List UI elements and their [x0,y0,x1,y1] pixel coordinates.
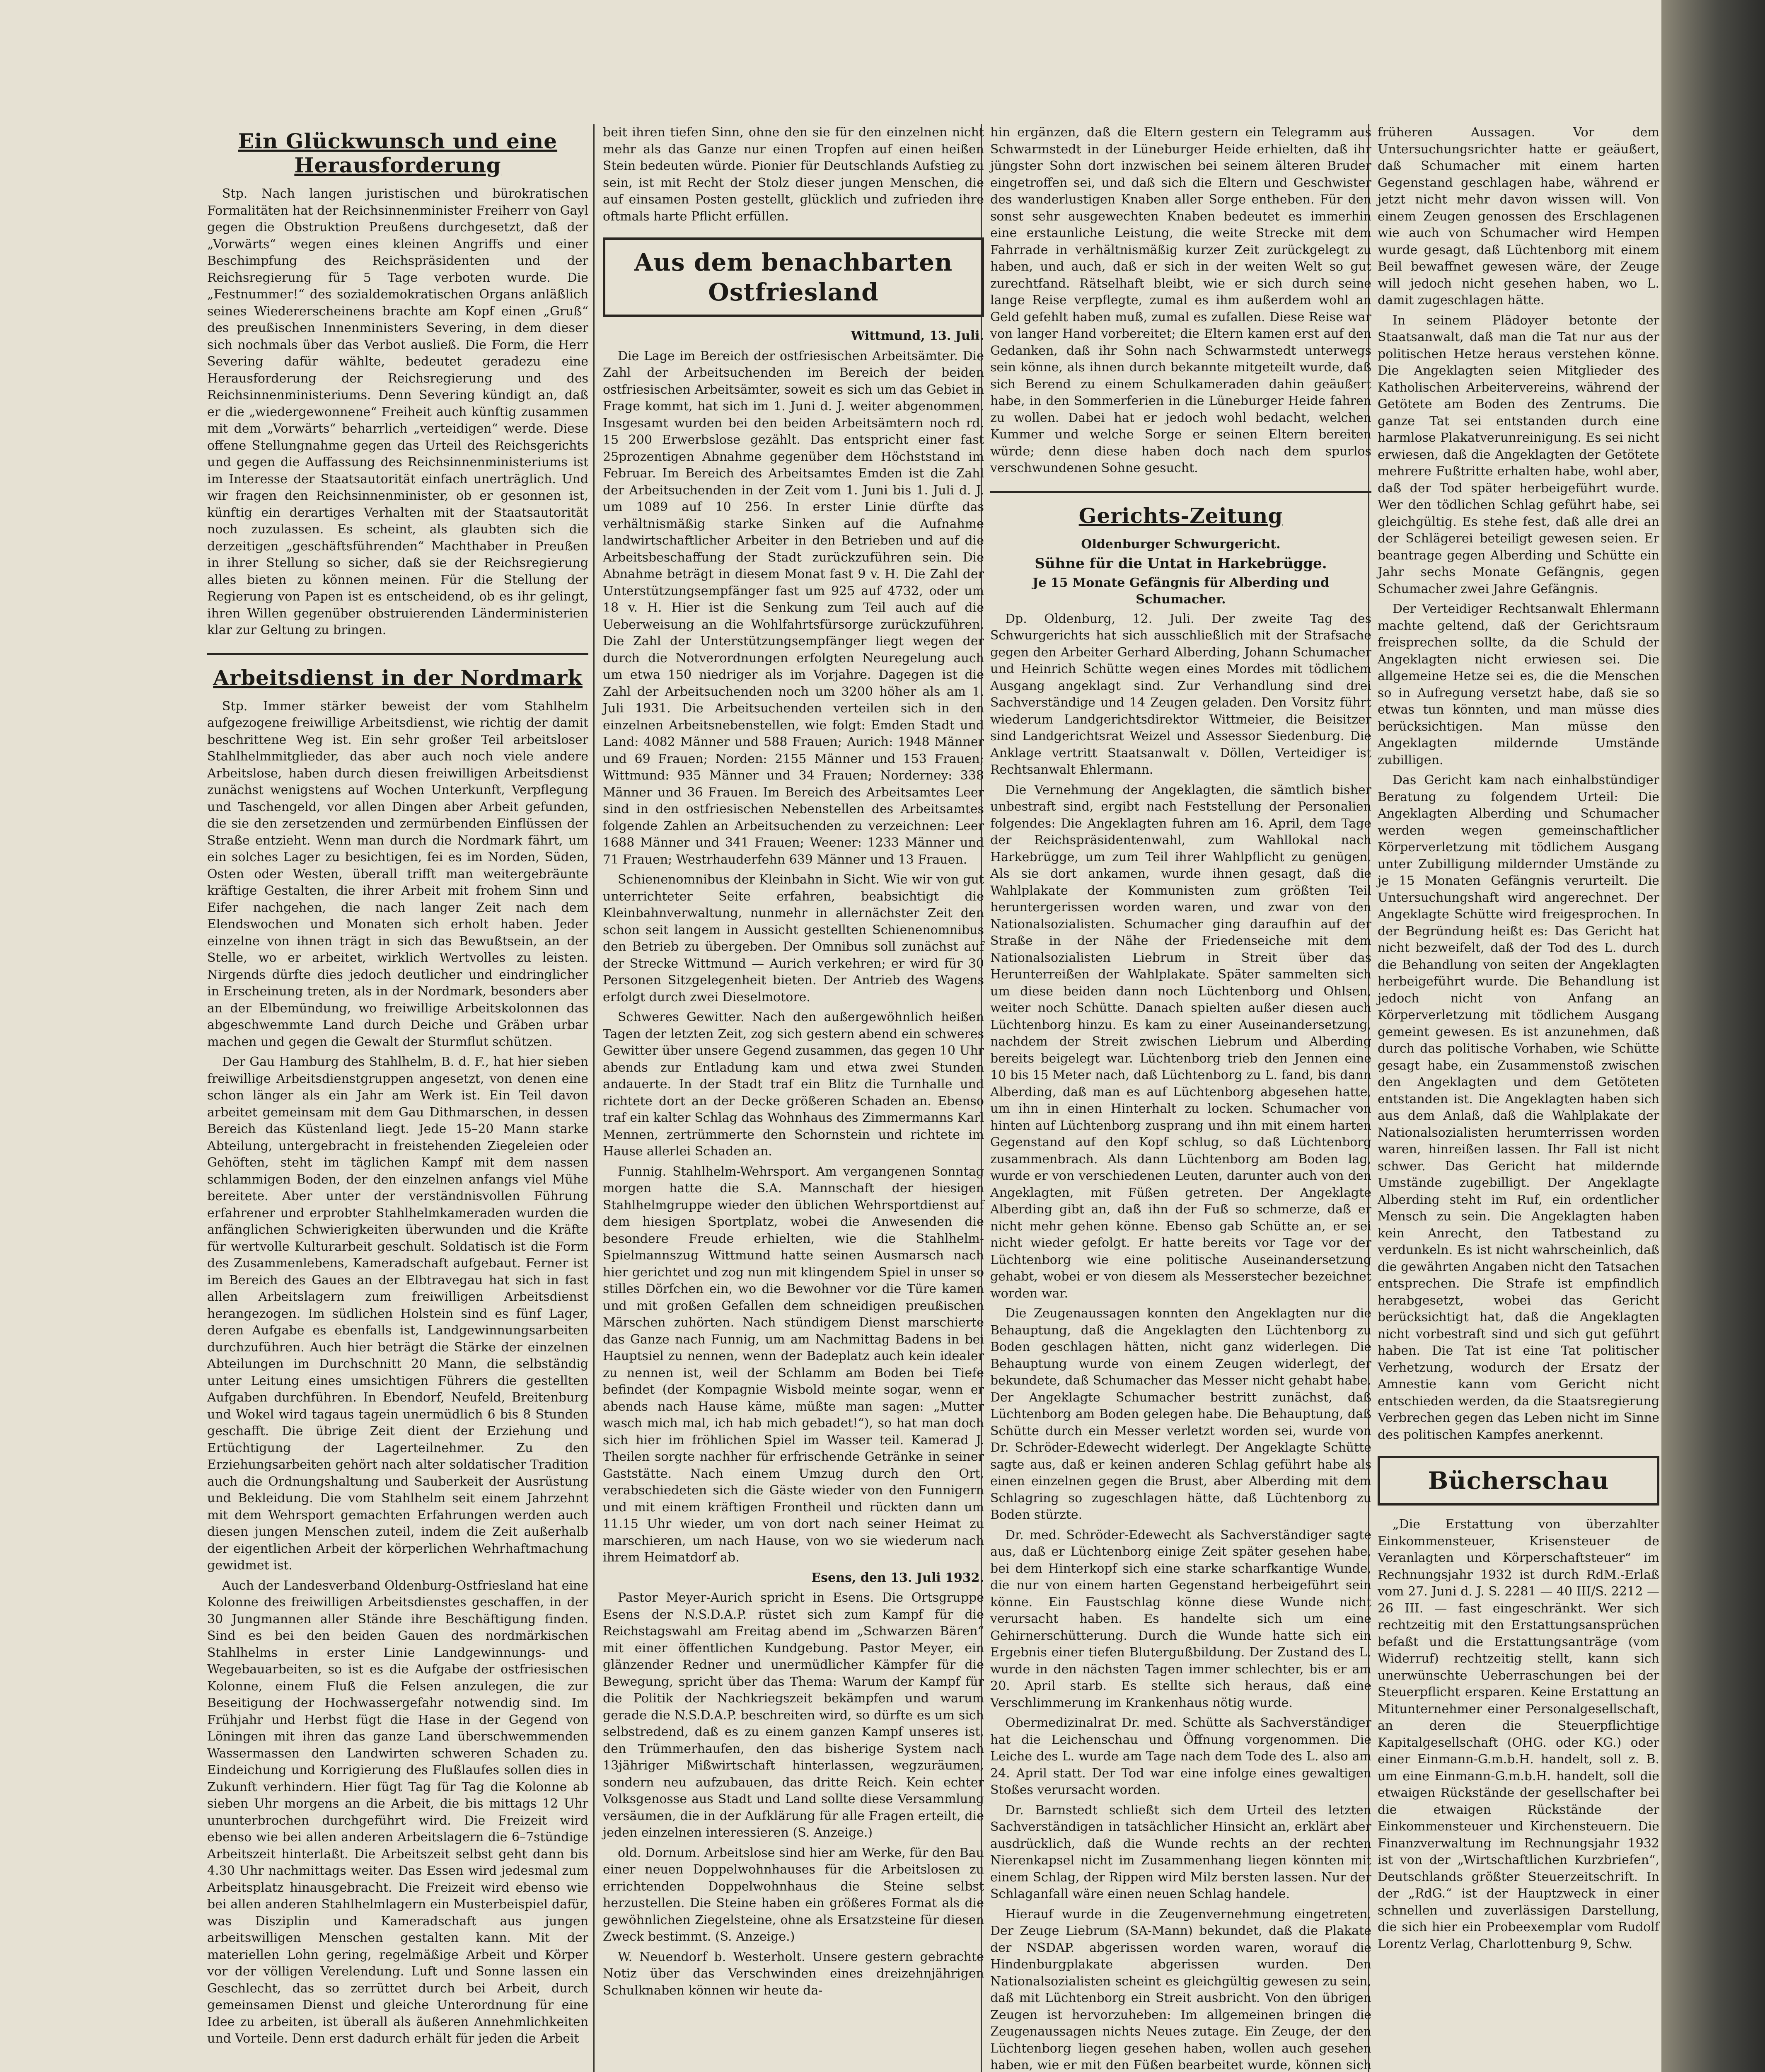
section-header-box [1378,1456,1659,1506]
article-paragraph: beit ihren tiefen Sinn, ohne den sie für den einzelnen nicht mehr als das Ganze nur einen Tropfen auf einen heißen Stein bedeuten würde. Pionier für Deutschlands Aufstieg zu sein, ist mit Recht der Stolz dieser jungen Menschen, die auf einsamen Posten gestellt, glücklich und zufrieden ihre oftmals harte Pflicht erfüllen. [603,125,984,224]
news-item: W. Neuendorf b. Westerholt. Unsere gestern gebrachte Notiz über das Verschwinden eines dreizehnjährigen Schulknaben können wir heute da- [603,1949,984,1998]
article-paragraph: Dr. Barnstedt schließt sich dem Urteil des letzten Sachverständigen in tatsächlicher Hinsicht an, erklärt aber ausdrücklich, daß die Wunde rechts an der rechten Nierenkapsel nicht im Zusammenhang liegen könnten mit einem Schlag, der Rippen wird Milz bersten lassen. Nur der Schlaganfall wäre einen neuen Schlag handele. [990,1803,1371,1901]
section-header-box [603,237,984,317]
dateline: Wittmund, 13. Juli. [851,329,984,343]
column-2 [603,124,984,2002]
article-paragraph: Die Vernehmung der Angeklagten, die sämtlich bisher unbestraft sind, ergibt nach Feststellung der Personalien folgendes: Die Angeklagten fuhren am 16. April, dem Tage der Reichspräsidentenwahl, zum Wahllokal nach Harkebrügge, um zum Teil ihrer Wahlpflicht zu genügen. Als sie dort ankamen, wurde ihnen gesagt, daß die Wahlplakate der Kommunisten zum größten Teil heruntergerissen worden waren, und zwar von den Nationalsozialisten. Schumacher ging daraufhin auf der Straße in der Nähe der Friedenseiche mit dem Nationalsozialisten Liebrum in Streit über das Herunterreißen der Wahlplakate. Später sammelten sich um diese beiden dann noch Lüchtenborg und Ohlsen, weiter noch Schütte. Danach spielten außer diesen auch Lüchtenborg hinzu. Es kam zu einer Auseinandersetzung, nachdem der Streit zwischen Liebrum und Alberding bereits beigelegt war. Lüchtenborg trieb den Jennen eine 10 bis 15 Meter nach, daß Lüchtenborg zu L. fand, bis dann Alberding, daß man es auf Lüchtenborg abgesehen hatte, um ihn in einen Hinterhalt zu locken. Schumacher von hinten auf Lüchtenborg zusprang und ihn mit einem harten Gegenstand auf den Kopf schlug, so daß Lüchtenborg zusammenbrach. Als dann Lüchtenborg am Boden lag, wurde er von verschiedenen Leuten, darunter auch von den Angeklagten, mit Füßen getreten. Der Angeklagte Alberding gibt an, daß ihn der Fuß so schmerze, daß er nicht mehr gehen könne. Ebenso gab Schütte an, er sei nicht wieder gefolgt. Er hatte bereits vor Tage vor der Lüchtenborg wie eine politische Auseinandersetzung gehabt, wobei er von diesem als Messerstecher bezeichnet worden war. [990,782,1371,1301]
article-paragraph: Obermedizinalrat Dr. med. Schütte als Sachverständiger hat die Leichenschau und Öffnung vorgenommen. Die Leiche des L. wurde am Tage nach dem Tode des L. also am 24. April statt. Der Tod war eine infolge eines gewaltigen Stoßes verursacht worden. [990,1716,1371,1797]
news-item: Schienenomnibus der Kleinbahn in Sicht. Wie wir von gut unterrichteter Seite erfahren, beabsichtigt die Kleinbahnverwaltung, nunmehr in allernächster Zeit den schon seit langem in Aussicht gestellten Schienenomnibus den Betrieb zu übergeben. Der Omnibus soll zunächst auf der Strecke Wittmund — Aurich verkehren; er wird für 30 Personen Sitzgelegenheit bieten. Der Antrieb des Wagens erfolgt durch zwei Dieselmotore. [603,872,984,1005]
article-paragraph: Dp. Oldenburg, 12. Juli. Der zweite Tag des Schwurgerichts hat sich ausschließlich mit der Strafsache gegen den Arbeiter Gerhard Alberding, Johann Schumacher und Heinrich Schütte wegen eines Mordes mit tödlichem Ausgang angeklagt sind. Zur Verhandlung sind drei Sachverständige und 14 Zeugen geladen. Den Vorsitz führt wiederum Landgerichtsdirektor Wittmeier, die Beisitzer sind Landgerichtsrat Weizel und Assessor Siedenburg. Die Anklage vertritt Staatsanwalt v. Döllen, Verteidiger ist Rechtsanwalt Ehlermann. [990,611,1371,777]
article-divider [990,491,1371,493]
news-item: Die Lage im Bereich der ostfriesischen Arbeitsämter. Die Zahl der Arbeitsuchenden im Bereich der beiden ostfriesischen Arbeitsämter, soweit es sich um das Gebiet in Frage kommt, hat sich im 1. Juni d. J. weiter abgenommen. Insgesamt wurden bei den beiden Arbeitsämtern noch rd. 15 200 Erwerbslose gezählt. Das entspricht einer fast 25prozentigen Abnahme gegenüber dem Höchststand im Februar. Im Bereich des Arbeitsamtes Emden ist die Zahl der Arbeitsuchenden in der Zeit vom 1. Juni bis 1. Juli d. J. um 1089 auf 10 256. In erster Linie dürfte das verhältnismäßig starke Sinken auf die Aufnahme landwirtschaftlicher Arbeiter in den Betrieben und auf die Arbeitsbeschaffung der Stadt zurückzuführen sein. Die Abnahme beträgt in diesem Monat fast 9 v. H. Die Zahl der Unterstützungsempfänger fast um 925 auf 4732, oder um 18 v. H. Hier ist die Senkung zum Teil auch auf die Ueberweisung an die Wohlfahrtsfürsorge zurückzuführen. Die Zahl der Unterstützungsempfänger liegt wegen der durch die Notverordnungen erfolgten Neuregelung auch um etwa 150 niedriger als im Vorjahre. Dagegen ist die Zahl der Arbeitsuchenden noch um 3200 höher als am 1. Juli 1931. Die Arbeitsuchenden verteilen sich in den einzelnen Arbeitsnebenstellen, wie folgt: Emden Stadt und Land: 4082 Männer und 588 Frauen; Aurich: 1948 Männer und 69 Frauen; Norden: 2155 Männer und 153 Frauen; Wittmund: 935 Männer und 34 Frauen; Norderney: 338 Männer und 36 Frauen. Im Bereich des Arbeitsamtes Leer sind in den ostfriesischen Nebenstellen des Arbeitsamtes folgende Zahlen an Arbeitsuchenden zu verzeichnen: Leer 1688 Männer und 341 Frauen; Weener: 1233 Männer und 71 Frauen; Westrhauderfehn 639 Männer und 13 Frauen. [603,349,984,867]
news-item: Funnig. Stahlhelm-Wehrsport. Am vergangenen Sonntag morgen hatte die S.A. Mannschaft der hiesigen Stahlhelmgruppe wieder den üblichen Wehrsportdienst auf dem hiesigen Sportplatz, wobei die Anwesenden die besondere Freude erhielten, wie die Stahlhelm-Spielmannszug Wittmund hatte seinen Ausmarsch nach hier gerichtet und zog nun mit klingendem Spiel in unser so stilles Dörfchen ein, wo die Bewohner vor die Türe kamen und mit großen Gefallen dem schneidigen preußischen Märschen zuhörten. Nach stündigem Dienst marschierte das Ganze nach Funnig, um am Nachmittag Badens in bei Hauptsiel zu nennen, wenn der Badeplatz auch kein idealer zu nennen ist, weil der Schlamm am Boden bei Tiefe befindet (der Kompagnie Wisbold meinte sogar, wenn er abends nach Hause käme, müßte man sagen: „Mutter wasch mich mal, ich hab mich gebadet!“), so hat man doch sich hier im fröhlichen Spiel im Wasser teil. Kamerad J. Theilen sorgte nachher für erfrischende Getränke in seiner Gaststätte. Nach einem Umzug durch den Ort, verabschiedeten sich die Gäste wieder von den Funnigern und mit einem kräftigen Frontheil und rückten dann um 11.15 Uhr wieder, um von dort nach seiner Heimat zu marschieren, um nach Hause, von wo sie wiederum nach ihrem Heimatdorf ab. [603,1164,984,1565]
article-paragraph: früheren Aussagen. Vor dem Untersuchungsrichter hatte er geäußert, daß Schumacher mit einem harten Gegenstand geschlagen habe, während er jetzt nicht mehr davon wissen will. Von einem Zeugen genossen des Erschlagenen wie auch von Schumacher wird Hempen wurde gesagt, daß Lüchtenborg mit einem Beil bewaffnet gewesen wäre, der Zeuge will jedoch nicht gesehen haben, wo L. damit zugeschlagen hätte. [1378,125,1659,307]
column-3 [990,124,1371,2072]
article-paragraph: Auch der Landesverband Oldenburg-Ostfriesland hat eine Kolonne des freiwilligen Arbeitsdienstes geschaffen, in der 30 Jungmannen aller Stände ihre Beschäftigung finden. Sind es bei den beiden Gauen des nordmärkischen Stahlhelms in erster Linie Landgewinnungs- und Wegebauarbeiten, so ist es die Aufgabe der ostfriesischen Kolonne, einem Fluß die Felsen anzulegen, die zur Beseitigung der Hochwassergefahr notwendig sind. Im Frühjahr und Herbst fügt die Hase in der Gegend von Löningen mit ihren das ganze Land überschwemmenden Wassermassen den Landwirten schweren Schaden zu. Eindeichung und Korrigierung des Flußlaufes sollen dies in Zukunft verhindern. Hier fügt Tag für Tag die Kolonne ab sieben Uhr morgens an die Arbeit, die bis mittags 12 Uhr ununterbrochen durchgeführt wird. Die Freizeit wird ebenso wie bei allen anderen Arbeitslagern die 6–7stündige Arbeitszeit hinterlaßt. Die Arbeitszeit selbst geht dann bis 4.30 Uhr nachmittags weiter. Das Essen wird jedesmal zum Arbeitsplatz hinausgebracht. Die Freizeit wird ebenso wie bei allen anderen Stahlhelmlagern ein Musterbeispiel dafür, was Disziplin und Kameradschaft aus jungen arbeitswilligen Menschen gestalten kann. Mit der materiellen Lohn gering, regelmäßige Arbeit und Körper vor der völligen Verelendung. Luft und Sonne lassen ein Geschlecht, das so zerrüttet durch bei Arbeit, durch gemeinsamen Dienst und gleiche Unterordnung für eine Idee zu arbeiten, ist überall als äußeren Annehmlichkeiten und Vorteile. Denn erst dadurch erhält für jeden die Arbeit [207,1578,588,2046]
news-item: old. Dornum. Arbeitslose sind hier am Werke, für den Bau einer neuen Doppelwohnhauses für die Arbeitslosen zu errichtenden Doppelwohnhaus die Steine selbst herzustellen. Die Steine haben ein größeres Format als die gewöhnlichen Ziegelsteine, ohne als Ersatzsteine für diesen Zweck bestimmt. (S. Anzeige.) [603,1845,984,1944]
article-paragraph: hin ergänzen, daß die Eltern gestern ein Telegramm aus Schwarmstedt in der Lüneburger Heide erhielten, daß ihr jüngster Sohn dort inzwischen bei seinem älteren Bruder eingetroffen sei, und daß sich die Eltern und Geschwister des wanderlustigen Knaben aller Sorge entheben. Für den sonst sehr ausgewechten Knaben bedeutet es immerhin eine erstaunliche Leistung, die weite Strecke mit dem Fahrrade in verhältnismäßig kurzer Zeit zurückgelegt zu haben, und auch, daß er sich in der weiten Welt so gut zurechtfand. Rätselhaft bleibt, wie er sich durch seine lange Reise verpflegte, zumal es ihm außerdem wohl an Geld gefehlt haben muß, zumal es zufallen. Diese Reise war von langer Hand vorbereitet; die Eltern kamen erst auf den Gedanken, daß ihr Sohn nach Schwarmstedt unterwegs sein könne, als ihnen durch bekannte mitgeteilt wurde, daß sich Berend zu einem Schulkameraden dahin geäußert habe, in den Sommerferien in die Lüneburger Heide fahren zu wollen. Dabei hat er jedoch wohl bedacht, welchen Kummer und welche Sorge er seinen Eltern bereiten würde; denn diese haben doch nach dem spurlos verschwundenen Sohne gesucht. [990,125,1371,475]
subheading: Je 15 Monate Gefängnis für Alberding und Schumacher. [1032,575,1329,607]
subheading: Sühne für die Untat in Harkebrügge. [1035,555,1327,572]
subheading: Oldenburger Schwurgericht. [1081,537,1281,552]
headline-arbeitsdienst: Arbeitsdienst in der Nordmark [213,665,583,690]
news-item: Schweres Gewitter. Nach den außergewöhnlich heißen Tagen der letzten Zeit, zog sich gestern abend ein schweres Gewitter über unsere Gegend zusammen, das gegen 10 Uhr abends zur Entladung kam und etwa zwei Stunden andauerte. In der Stadt traf ein Blitz die Turnhalle und richtete dort an der Decke größeren Schaden an. Ebenso traf ein kalter Schlag das Wohnhaus des Zimmermanns Karl Mennen, zertrümmerte den Schornstein und richtete im Hause allerlei Schaden an. [603,1010,984,1159]
section-title-ostfriesland: Aus dem benachbarten Ostfriesland [634,248,953,306]
article-paragraph: Das Gericht kam nach einhalbstündiger Beratung zu folgendem Urteil: Die Angeklagten Alberding und Schumacher werden wegen gemeinschaftlicher Körperverletzung mit tödlichem Ausgang unter Zubilligung mildernder Umstände zu je 15 Monaten Gefängnis verurteilt. Die Untersuchungshaft wird angerechnet. Der Angeklagte Schütte wird freigesprochen. In der Begründung heißt es: Das Gericht hat nicht bezweifelt, daß der Tod des L. durch die Behandlung von seiten der Angeklagten herbeigeführt wurde. Die Behandlung ist jedoch nicht von Anfang an Körperverletzung mit tödlichem Ausgang gemeint gewesen. Es ist anzunehmen, daß durch das politische Vorhaben, wie Schütte gesagt habe, ein Zusammenstoß zwischen den Angeklagten und dem Getöteten entstanden ist. Die Angeklagten haben sich aus dem Anlaß, daß die Wahlplakate der Nationalsozialisten herumterrissen worden waren, hinreißen lassen. Ihr Fall ist nicht schwer. Das Gericht hat mildernde Umstände zugebilligt. Der Angeklagte Alberding steht im Ruf, ein ordentlicher Mensch zu sein. Die Angeklagten haben kein Anrecht, den Tatbestand zu verdunkeln. Es ist nicht wahrscheinlich, daß die gewährten Angaben nicht den Tatsachen entsprechen. Die Strafe ist empfindlich herabgesetzt, wobei das Gericht berücksichtigt hat, daß die Angeklagten nicht vorbestraft sind und sich gut geführt haben. Die Tat ist eine Tat politischer Verhetzung, wodurch der Ersatz der Amnestie kann vom Gericht nicht entschieden werden, da die Staatsregierung Verbrechen gegen das Leben nicht im Sinne des politischen Kampfes anerkennt. [1378,773,1659,1442]
section-title-buecherschau: Bücherschau [1428,1467,1609,1495]
article-paragraph: „Die Erstattung von überzahlter Einkommensteuer, Krisensteuer de Veranlagten und Körperschaftsteuer“ im Rechnungsjahr 1932 ist durch RdM.-Erlaß vom 27. Juni d. J. S. 2281 — 40 III/S. 2212 — 26 III. — fast eingeschränkt. Wer sich rechtzeitig mit den Erstattungsansprüchen befaßt und die Erstattungsanträge (vom Widerruf) rechtzeitig stellt, kann sich unerwünschte Ueberraschungen bei der Steuerpflicht ersparen. Keine Erstattung an Mitunternehmer einer Personalgesellschaft, an deren die Steuerpflichtige Kapitalgesellschaft (OHG. oder KG.) oder einer Einmann-G.m.b.H. handelt, soll z. B. um eine Einmann-G.m.b.H. handelt, soll die etwaigen Rückstände der gesellschafter bei die etwaigen Rückstände der Einkommensteuer und Kirchensteuern. Die Finanzverwaltung im Rechnungsjahr 1932 ist von der „Wirtschaftlichen Kurzbriefen“, Deutschlands größter Steuerzeitschrift. In der „RdG.“ ist der Hauptzweck in einer schnellen und zuverlässigen Darstellung, die sich hier ein Probeexemplar vom Rudolf Lorentz Verlag, Charlottenburg 9, Schw. [1378,1517,1659,1951]
article-paragraph: Hierauf wurde in die Zeugenvernehmung eingetreten. Der Zeuge Liebrum (SA-Mann) bekundet, daß die Plakate der NSDAP. abgerissen worden waren, worauf die Hindenburgplakate abgerissen wurden. Den Nationalsozialisten scheint es gleichgültig gewesen zu sein, daß mit Lüchtenborg ein Streit ausbricht. Von den übrigen Zeugen ist hervorzuheben: Im allgemeinen bringen die Zeugenaussagen nichts Neues zutage. Ein Zeuge, der den Lüchtenborg liegen gesehen haben, wollen auch gesehen haben, wie er mit den Füßen bearbeitet wurde, können sich [990,1907,1371,2072]
article-paragraph: Stp. Immer stärker beweist der vom Stahlhelm aufgezogene freiwillige Arbeitsdienst, wie richtig der damit beschrittene Weg ist. Ein sehr großer Teil arbeitsloser Stahlhelmmitglieder, das aber auch noch viele andere Arbeitslose, haben durch diesen freiwilligen Arbeitsdienst zunächst wenigstens auf Wochen Unterkunft, Verpflegung und Taschengeld, vor allen Dingen aber Arbeit gefunden, die sie den zersetzenden und zermürbenden Einflüssen der Straße entzieht. Wenn man durch die Nordmark fährt, um ein solches Lager zu besichtigen, fei es im Norden, Süden, Osten oder Westen, überall trifft man weitergebräunte kräftige Gestalten, die ihrer Arbeit mit frohem Sinn und Eifer nachgehen, die nach langer Zeit nach dem Elendswochen und Monaten sich erholt haben. Jeder einzelne von ihnen trägt in sich das Bewußtsein, an der Stelle, wo er arbeitet, wirklich Wertvolles zu leisten. Nirgends dürfte dies jedoch deutlicher und eindringlicher in Erscheinung treten, als in der Nordmark, besonders aber an der Elbemündung, wo freiwillige Arbeitskolonnen das abgeschwemmte Land durch Deiche und Gräben urbar machen und gegen die Gewalt der Sturmflut schützen. [207,699,588,1049]
column-4 [1378,124,1659,1956]
scan-edge [1661,0,1765,2072]
section-title-gerichts-zeitung: Gerichts-Zeitung [1078,503,1283,528]
article-paragraph: Stp. Nach langen juristischen und bürokratischen Formalitäten hat der Reichsinnenminister Freiherr von Gayl gegen die Obstruktion Preußens durchgesetzt, daß der „Vorwärts“ wegen eines kleinen Angriffs und einer Beschimpfung des Reichspräsidenten und der Reichsregierung für 5 Tage verboten wurde. Die „Festnummer!“ des sozialdemokratischen Organs anläßlich seines Wiedererscheinens brachte am Kopf einen „Gruß“ des preußischen Innenministers Severing, in dem dieser sich nochmals über das Verbot ausließ. Die Form, die Herr Severing dafür wählte, bedeutet geradezu eine Herausforderung der Reichsregierung und des Reichsinnenministeriums. Denn Severing kündigt an, daß er die „wiedergewonnene“ Freiheit auch künftig zusammen mit dem „Vorwärts“ beharrlich „verteidigen“ werde. Diese offene Stellungnahme gegen das Urteil des Reichsgerichts und gegen die Auffassung des Reichsinnenministeriums ist im Interesse der Staatsautorität einfach unerträglich. Und wir fragen den Reichsinnenminister, ob er gesonnen ist, künftig ein derartiges Verhalten mit der Staatsautorität noch zuzulassen. Es scheint, als glaubten sich die derzeitigen „geschäftsführenden“ Machthaber in Preußen in ihrer Stellung so sicher, daß sie der Reichsregierung alles bieten zu können meinen. Für die Stellung der Regierung von Papen ist es entscheidend, ob es ihr gelingt, ihren Willen gegenüber obstruierenden Länderministerien klar zur Geltung zu bringen. [207,186,588,637]
column-1 [207,124,588,2051]
article-paragraph: In seinem Plädoyer betonte der Staatsanwalt, daß man die Tat nur aus der politischen Hetze heraus verstehen könne. Die Angeklagten seien Mitglieder des Katholischen Arbeitervereins, während der Getötete am Boden des Zentrums. Die ganze Tat sei entstanden durch eine harmlose Plakatverunreinigung. Es sei nicht erwiesen, daß die Angeklagten der Getötete mehrere Fußtritte erhalten habe, wohl aber, daß der Tod später herbeigeführt wurde. Wer den tödlichen Schlag geführt habe, sei gleichgültig. Es stehe fest, daß alle drei an der Schlägerei beteiligt gewesen seien. Er beantrage gegen Alberding und Schütte ein Jahr sechs Monate Gefängnis, gegen Schumacher zwei Jahre Gefängnis. [1378,313,1659,596]
article-paragraph: Dr. med. Schröder-Edewecht als Sachverständiger sagte aus, daß er Lüchtenborg einige Zeit später gesehen habe, bei dem Hinterkopf sich eine starke scharfkantige Wunde, die nur von einem harten Gegenstand herbeigeführt sein könne. Ein Faustschlag könne diese Wunde nicht verursacht haben. Es handelte sich um eine Gehirnerschütterung. Durch die Wunde hatte sich ein Ergebnis einer tiefen Blutergußbildung. Der Zustand des L. wurde in den nächsten Tagen immer schlechter, bis er am 20. April starb. Es stellte sich heraus, daß eine Verschlimmerung im Krankenhaus nötig wurde. [990,1527,1371,1710]
article-divider [207,653,588,655]
news-item: Pastor Meyer-Aurich spricht in Esens. Die Ortsgruppe Esens der N.S.D.A.P. rüstet sich zum Kampf für die Reichstagswahl am Freitag abend im „Schwarzen Bären“ mit einer öffentlichen Kundgebung. Pastor Meyer, ein glänzender Redner und unermüdlicher Kämpfer für die Bewegung, spricht über das Thema: Warum der Kampf für die Politik der Nachkriegszeit bekämpfen und warum gerade die N.S.D.A.P. beschreiten wird, so dürfte es um sich selbstredend, daß es zu einem ganzen Kampf unseres ist, den Trümmerhaufen, den das bisherige System nach 13jähriger Mißwirtschaft hinterlassen, wegzuräumen, sondern neu aufzubauen, das dritte Reich. Kein echter Volksgenosse aus Stadt und Land sollte diese Versammlung versäumen, die in der Aufklärung für alle Fragen erteilt, die jeden einzelnen interessieren (S. Anzeige.) [603,1590,984,1840]
article-paragraph: Die Zeugenaussagen konnten den Angeklagten nur die Behauptung, daß die Angeklagten den Lüchtenborg zu Boden geschlagen hätten, nicht ganz widerlegen. Die Behauptung wurde von einem Zeugen widerlegt, der bekundete, daß Schumacher das Messer nicht gehabt habe. Der Angeklagte Schumacher bestritt zunächst, daß Lüchtenborg am Boden gelegen habe. Die Behauptung, daß Schütte durch ein Messer verletzt worden sei, wurde von Dr. Schröder-Edewecht widerlegt. Der Angeklagte Schütte sagte aus, daß er keinen anderen Schlag geführt habe als einen einzelnen gegen die Brust, aber Alberding mit dem Schlagring so zugeschlagen hätte, daß Lüchtenborg zu Boden stürzte. [990,1306,1371,1522]
article-paragraph: Der Verteidiger Rechtsanwalt Ehlermann machte geltend, daß der Gerichtsraum freisprechen sollte, da die Schuld der Angeklagten nicht erwiesen sei. Die allgemeine Hetze sei es, die die Menschen so in Aufregung versetzt habe, daß sie so etwas tun könnten, und man müsse dies berücksichtigen. Man müsse den Angeklagten mildernde Umstände zubilligen. [1378,602,1659,767]
column-rule [593,124,595,2072]
dateline: Esens, den 13. Juli 1932. [811,1570,984,1585]
article-paragraph: Der Gau Hamburg des Stahlhelm, B. d. F., hat hier sieben freiwillige Arbeitsdienstgruppen angesetzt, von denen eine schon länger als ein Jahr am Werk ist. Ein Teil davon arbeitet gemeinsam mit dem Gau Dithmarschen, in dessen Bereich das Küstenland liegt. Jede 15–20 Mann starke Abteilung, untergebracht in freistehenden Ziegeleien oder Gehöften, steht im täglichen Kampf mit dem nassen schlammigen Boden, der den einzelnen anfangs viel Mühe bereitete. Aber unter der verständnisvollen Führung erfahrener und erprobter Stahlhelmkameraden wurden die anfänglichen Schwierigkeiten überwunden und die Kräfte für wertvolle Kulturarbeit geschult. Soldatisch ist die Form des Zusammenlebens, Kameradschaft aufgebaut. Ferner ist im Bereich des Gaues an der Elbtravegau hat sich in fast allen Arbeitslagern zum freiwilligen Arbeitsdienst herangezogen. Im südlichen Holstein sind es fünf Lager, deren Aufgabe es ebenfalls ist, Landgewinnungsarbeiten durchzuführen. Auch hier beträgt die Stärke der einzelnen Abteilungen im Durchschnitt 20 Mann, die selbständig unter Leitung eines umsichtigen Führers die gestellten Aufgaben durchführen. In Ebendorf, Neufeld, Breitenburg und Wokel wird tagaus tagein unermüdlich 6 bis 8 Stunden geschafft. Die übrige Zeit dient der Erziehung und Ertüchtigung der Lagerteilnehmer. Zu den Erziehungsarbeiten gehört nach alter soldatischer Tradition auch die Ordnungshaltung und Sauberkeit der Ausrüstung und Bekleidung. Die vom Stahlhelm seit einem Jahrzehnt mit dem Wehrsport gemachten Erfahrungen werden auch diesen jungen Menschen zuteil, indem die Zeit außerhalb der eigentlichen Arbeit der körperlichen Wehrhaftmachung gewidmet ist. [207,1055,588,1573]
headline-glueckwunsch: Ein Glückwunsch und eine Herausforderung [238,129,558,177]
